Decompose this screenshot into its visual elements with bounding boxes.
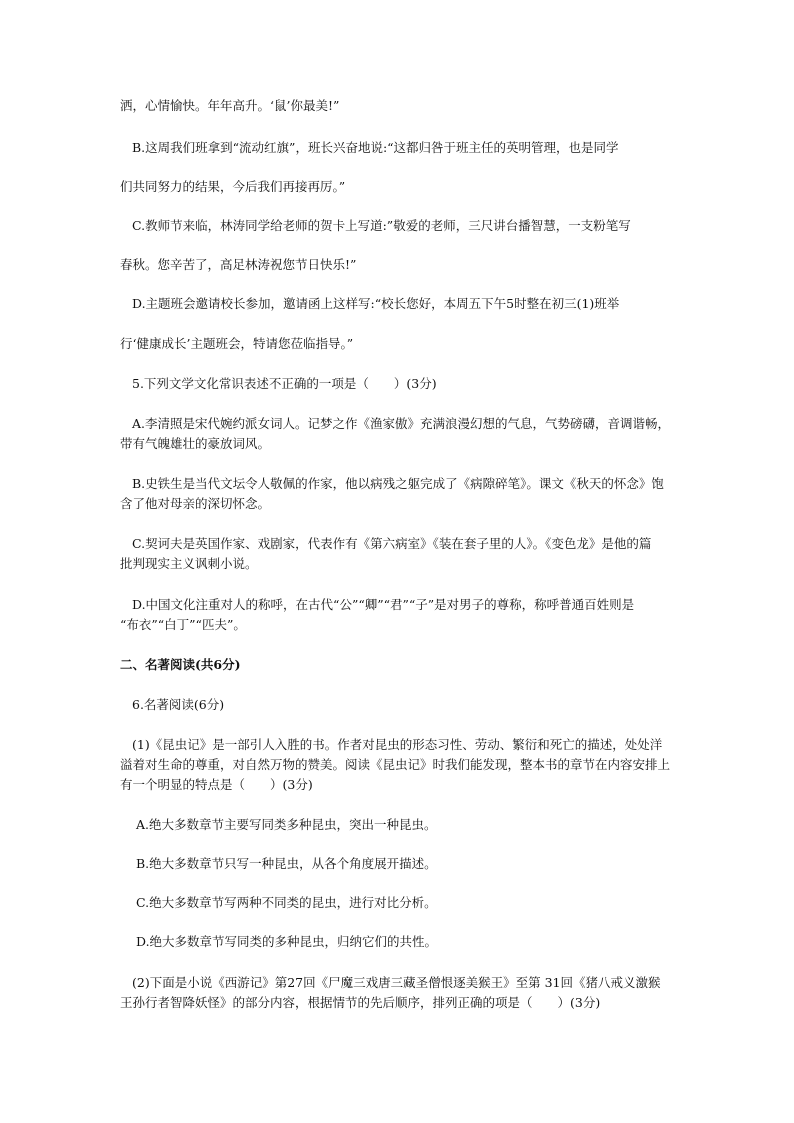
- q6-part1-line-3: 有一个明显的特点是（ ）(3分): [120, 777, 313, 792]
- q5-option-b-line-1: B.史铁生是当代文坛令人敬佩的作家，他以病残之躯完成了《病隙碎笔》。课文《秋天的怀念》饱: [132, 476, 664, 491]
- option-c-line-1: C.教师节来临，林涛同学给老师的贺卡上写道:”敬爱的老师，三尺讲台播智慧，一支粉笔写: [132, 218, 631, 233]
- q6-option-a: A.绝大多数章节主要写同类多种昆虫，突出一种昆虫。: [136, 817, 437, 832]
- q6-part2-line-1: (2)下面是小说《西游记》第27回《尸魔三戏唐三藏圣僧恨逐美猴王》至第 31回《猪八戒义激猴: [132, 975, 661, 990]
- text-line-1: 洒，心情愉快。年年高升。‘鼠’你最美!”: [120, 98, 340, 113]
- q5-option-c-line-2: 批判现实主义讽刺小说。: [120, 556, 258, 571]
- q6-part1-line-1: (1)《昆虫记》是一部引人入胜的书。作者对昆虫的形态习性、劳动、繁衍和死亡的描述，处处洋: [132, 737, 663, 752]
- q5-option-a-line-2: 带有气魄雄壮的豪放词风。: [120, 436, 271, 451]
- section-heading: 二、名著阅读(共6分): [120, 657, 241, 672]
- option-d-line-2: 行‘健康成长’主题班会，特请您莅临指导。”: [120, 336, 354, 351]
- option-b-line-2: 们共同努力的结果，今后我们再接再厉。”: [120, 179, 346, 194]
- question-6: 6.名著阅读(6分): [132, 697, 225, 712]
- q6-option-d: D.绝大多数章节写同类的多种昆虫，归纳它们的共性。: [136, 934, 438, 949]
- q5-option-a-line-1: A.李清照是宋代婉约派女词人。记梦之作《渔家傲》充满浪漫幻想的气息，气势磅礴，音调谐畅，: [132, 416, 671, 431]
- q6-part1-line-2: 溢着对生命的尊重，对自然万物的赞美。阅读《昆虫记》时我们能发现，整本书的章节在内容安排上: [120, 757, 671, 772]
- q6-option-c: C.绝大多数章节写两种不同类的昆虫，进行对比分析。: [136, 895, 437, 910]
- q5-option-d-line-2: “布衣”“白丁”“匹夫”。: [120, 617, 246, 632]
- question-5: 5.下列文学文化常识表述不正确的一项是（ ）(3分): [132, 376, 437, 391]
- q6-part2-line-2: 王孙行者智降妖怪》的部分内容，根据情节的先后顺序，排列正确的项是（ ）(3分): [120, 995, 601, 1010]
- q5-option-c-line-1: C.契诃夫是英国作家、戏剧家，代表作有《第六病室》《装在套子里的人》。《变色龙》是他的篇: [132, 536, 652, 551]
- option-c-line-2: 春秋。您辛苦了，高足林涛祝您节日快乐!”: [120, 257, 357, 272]
- q5-option-d-line-1: D.中国文化注重对人的称呼，在古代“公”“卿”“君”“子”是对男子的尊称，称呼普通百姓则是: [132, 597, 635, 612]
- option-b-line-1: B.这周我们班拿到“流动红旗”，班长兴奋地说:“这都归咎于班主任的英明管理，也是同学: [132, 140, 619, 155]
- option-d-line-1: D.主题班会邀请校长参加，邀请函上这样写:“校长您好，本周五下午5时整在初三(1)班举: [132, 296, 620, 311]
- q6-option-b: B.绝大多数章节只写一种昆虫，从各个角度展开描述。: [136, 856, 437, 871]
- q5-option-b-line-2: 含了他对母亲的深切怀念。: [120, 496, 271, 511]
